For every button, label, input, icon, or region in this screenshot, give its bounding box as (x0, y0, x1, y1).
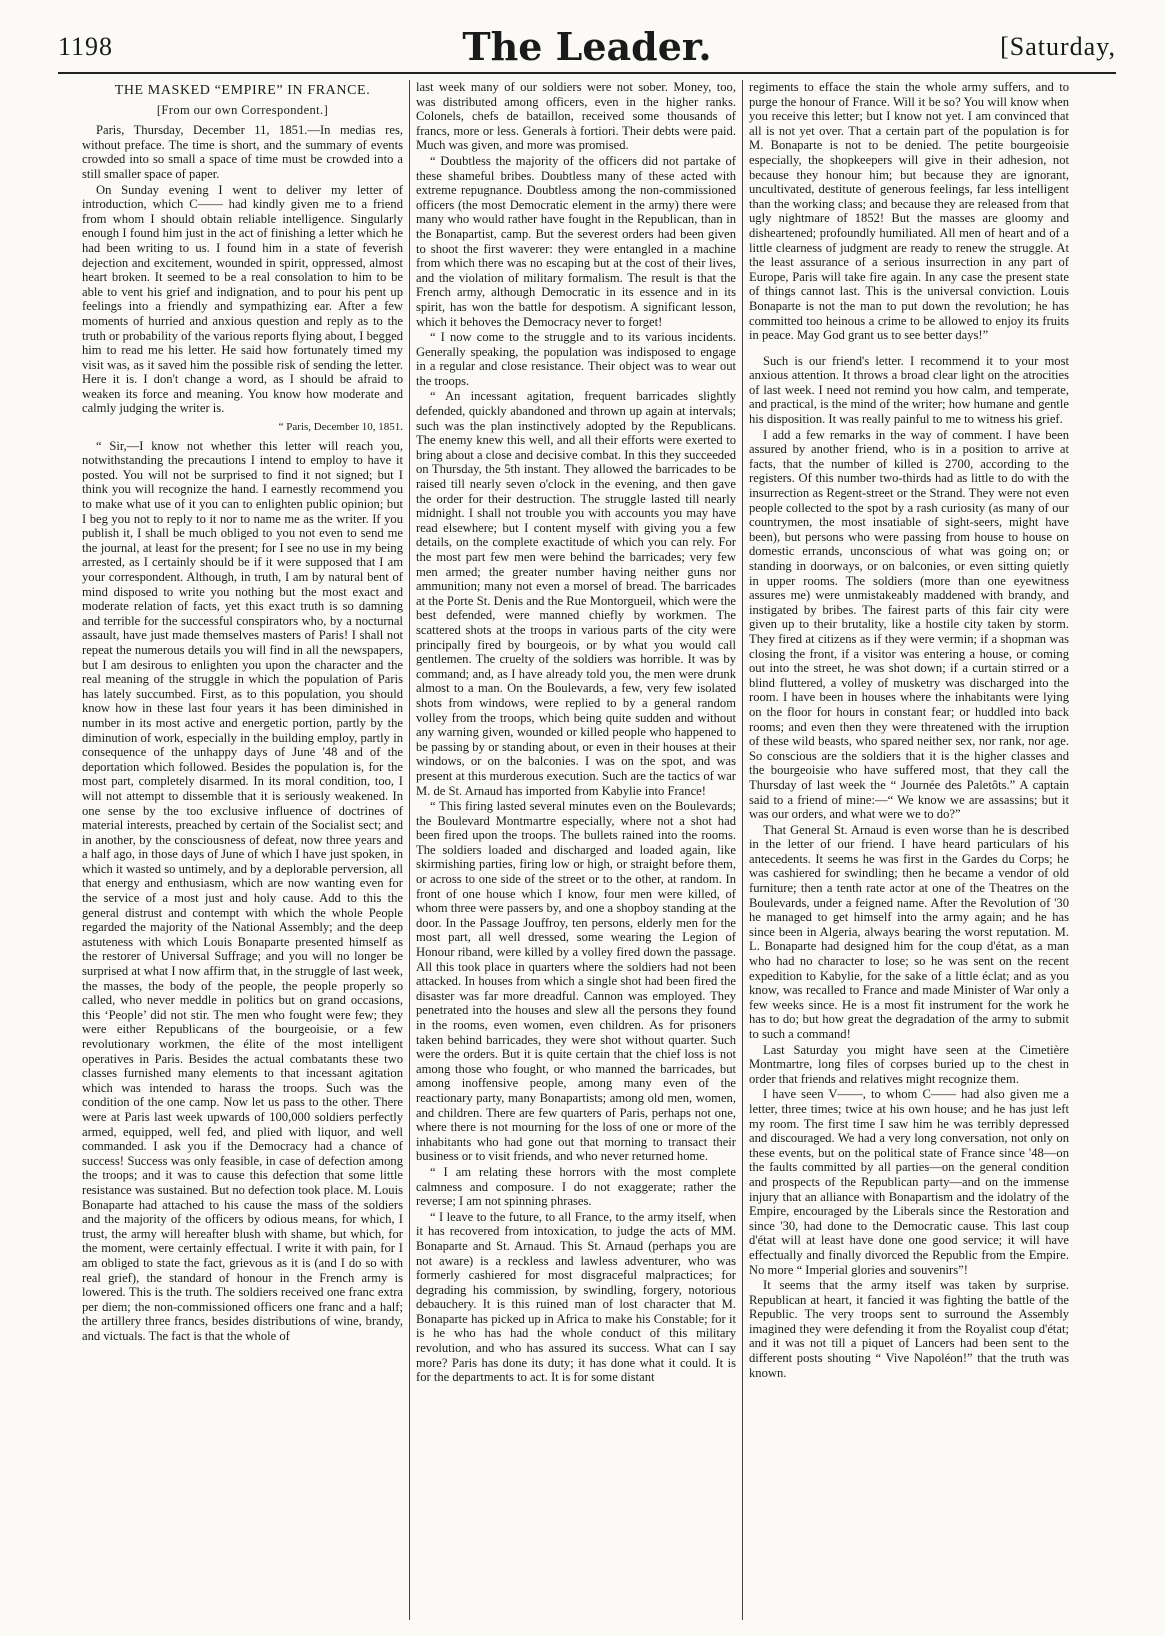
paragraph: That General St. Arnaud is even worse than he is described in the letter of our friend. I have heard particulars of his antecedents. It seems he was first in the Gardes du Corps; he was cashiered for swindling; then he became a vendor of old furniture; then a tenth rate actor at one of the Theatres on the Boulevards, under a feigned name. After the Revolution of '30 he managed to get himself into the army again; and he has since been in Algeria, always bearing the worst reputation. M. L. Bonaparte had designed him for the coup d'état, as a man who had no character to lose; so he was sent on the recent expedition to Kabylie, for the sake of a little éclat; and as you know, was recalled to France and made Minister of War only a few weeks since. He is a most fit instrument for the work he has to do; but how great the degradation of the army to submit to such a command! (749, 822, 1069, 1041)
section-gap (749, 344, 1069, 354)
article-headline: THE MASKED “EMPIRE” IN FRANCE. (114, 83, 371, 98)
issue-day: [Saturday, (1000, 32, 1116, 61)
paragraph: “ Sir,—I know not whether this letter will reach you, notwithstanding the precautions I intend to employ to have it posted. You will not be surprised to find it not signed; but I think you will recognize the hand. I earnestly recommend you to make what use of it you can to enlighten public opinion; but I beg you not to reply to it nor to name me as the writer. If you publish it, I shall be much obliged to you not even to send me the journal, at least for the present; for I see no use in my being arrested, as I certainly should be if it were supposed that I am your correspondent. Although, in truth, I am by natural bent of mind disposed to write you nothing but the most exact and moderate relation of facts, yet this exact truth is so damning and terrible for the successful conspirators who, by a nocturnal assault, have just made themselves masters of Paris! I shall not repeat the numerous details you will find in all the newspapers, but I am desirous to enlighten you upon the character and the real meaning of the struggle in which the population of Paris has lately succumbed. First, as to this population, you should know how in these last four years it has been diminished in number in its most active and energetic portion, partly by the diminution of work, especially in the building employ, partly in consequence of the unhappy days of June '48 and of the deportation which followed. Besides the population is, for the most part, completely disarmed. In its moral condition, too, I will not attempt to dissemble that it is seriously weakened. In one sense by the too exclusive influence of doctrines of material interests, preached by certain of the Socialist sect; and in another, by the consciousness of defeat, now three years and a half ago, in those days of June of which I have just spoken, in which it wasted so untimely, and by a deplorable perversion, all that energy and enthusiasm, which are now wanting even for the service of a most just and holy cause. Add to this the general distrust and contempt with which the whole People regarded the majority of the National Assembly; and the deep astuteness with which Louis Bonaparte presented himself as the restorer of Universal Suffrage; and you will no longer be surprised at what I now affirm that, in the struggle of last week, the masses, the body of the people, the people properly so called, who never meddle in politics but on grand occasions, this ‘People’ did not stir. The men who fought were few; they were either Republicans of the bourgeoisie, or a few revolutionary workmen, the élite of the most intelligent operatives in Paris. Besides the actual combatants these two classes furnished many elements to that incessant agitation which was intended to harass the troops. Such was the condition of the one camp. Now let us pass to the other. There were at Paris last week upwards of 100,000 soldiers perfectly armed, equipped, well fed, and plied with liquor, and well commanded. I ask you if the Democracy had a chance of success! Success was only feasible, in case of defection among the troops; and it was to cause this defection that some little resistance was sustained. But no defection took place. M. Louis Bonaparte had attached to his cause the mass of the soldiers and the majority of the officers by odious means, for which, I trust, the army will hereafter blush with shame, but which, for the moment, were certainly effectual. I write it with pain, for I am obliged to state the fact, grievous as it is (and I do so with real grief), the standard of honour in the French army is lowered. This is the truth. The soldiers received one franc extra per diem; the non-commissioned officers one franc and a half; the artillery three francs, besides distributions of wine, brandy, and victuals. The fact is that the whole of (82, 438, 403, 1343)
column-1 (76, 80, 409, 1620)
paragraph: I have seen V——, to whom C—— had also given me a letter, three times; twice at his own house; and he has just left my room. The first time I saw him he was terribly depressed and discouraged. We had a very long conversation, not only on these events, but on the political state of France since '48—on the faults committed by all parties—on the general condition and prospects of the Republican party—and on the immense injury that an alliance with Bonapartism and the idolatry of the Empire, encouraged by the Liberals since the Restoration and since '30, had done to the Democratic cause. This last coup d'état will at least have done one good service; it will have effectually and finally divorced the Republic from the Empire. No more “ Imperial glories and souvenirs”! (749, 1087, 1069, 1277)
paragraph: regiments to efface the stain the whole army suffers, and to purge the honour of France. Will it be so? You will know when you receive this letter; but I know not yet. I am convinced that all is not yet over. That a certain part of the population is for M. Bonaparte is not to be denied. The petite bourgeoisie especially, the shopkeepers will give in their adhesion, not because they honour him; but because they are ignorant, uncultivated, destitute of generous feelings, far less intelligent than the working class; and because they are released from that ugly nightmare of 1852! But the masses are gloomy and disheartened; profoundly humiliated. All men of heart and of a little clearness of judgment are ready to renew the struggle. At the least assurance of a serious insurrection in any part of Europe, Paris will take fire again. In any case the present state of things cannot last. This is the universal conviction. Louis Bonaparte is not the man to put down the revolution; he has committed too heinous a crime to be allowed to enjoy its fruits in peace. May God grant us to see better days!” (749, 80, 1069, 343)
paragraph: Last Saturday you might have seen at the Cimetière Montmartre, long files of corpses buried up to the chest in order that friends and relatives might recognize them. (749, 1042, 1069, 1086)
masthead (58, 20, 1116, 68)
paragraph: I add a few remarks in the way of comment. I have been assured by another friend, who is in a position to arrive at facts, that the number of killed is 2700, according to the registers. Of this number two-thirds had as little to do with the insurrection as Regent-street or the Strand. They were not even people collected to the spot by a rash curiosity (as many of our countrymen, the most insatiable of sight-seers, might have been), but persons who were passing from house to house on domestic errands, unconscious of what was going on; or standing in doorways, or on balconies, or even sitting quietly in upper rooms. The soldiers (more than one eyewitness assures me) were unmistakeably maddened with brandy, and instigated by bribes. The fairest parts of this fair city were given up to their brutality, like a hostile city taken by storm. They fired at citizens as if they were vermin; if a shopman was closing the front, if a visitor was entering a house, or coming out into the street, he was shot down; if a curtain stirred or a blind fluttered, a volley of musketry was discharged into the room. I have been in houses where the inhabitants were lying on the floor for hours in constant fear; or huddled into back rooms; and even then they were threatened with the irruption of these wild beasts, who spared neither sex, nor rank, nor age. So conscious are the soldiers that it is the higher classes and the bourgeoisie who have suffered most, that they call the Thursday of last week the “ Journée des Paletôts.” A captain said to a friend of mine:—“ We know we are assassins; but it was our orders, and what were we to do?” (749, 427, 1069, 822)
paragraph: “ I now come to the struggle and to its various incidents. Generally speaking, the population was indisposed to engage in a regular and close resistance. Their object was to wear out the troops. (416, 330, 736, 388)
paragraph: Paris, Thursday, December 11, 1851.—In medias res, without preface. The time is short, and the summary of events crowded into so small a space of time must be crowded into a still smaller space of paper. (82, 123, 403, 181)
paragraph: “ I am relating these horrors with the most complete calmness and composure. I do not exaggerate; rather the reverse; I am not spinning phrases. (416, 1164, 736, 1209)
paragraph: “ I leave to the future, to all France, to the army itself, when it has recovered from intoxication, to judge the acts of MM. Bonaparte and St. Arnaud. This St. Arnaud (perhaps you are not aware) is a reckless and lawless adventurer, who was formerly cashiered for most disgraceful malpractices; for degrading his commission, by swindling, forgery, notorious debauchery. It is this ruined man of lost character that M. Bonaparte has picked up in Africa to make his Constable; for it is he who has had the whole conduct of this military revolution, and who has assured its success. What can I say more? Paris has done its duty; it has done what it could. It is for the departments to act. It is for some distant (416, 1209, 736, 1385)
paragraph: last week many of our soldiers were not sober. Money, too, was distributed among officers, even in the higher ranks. Colonels, chefs de bataillon, received some thousands of francs, more or less. Generals à fortiori. Their debts were paid. Much was given, and more was promised. (416, 80, 736, 153)
paragraph: Such is our friend's letter. I recommend it to your most anxious attention. It throws a broad clear light on the atrocities of last week. I need not remind you how calm, and temperate, and practical, is the mind of the writer; how humane and gentle his disposition. It was really painful to me to witness his grief. (749, 353, 1069, 427)
paragraph: “ This firing lasted several minutes even on the Boulevards; the Boulevard Montmartre especially, where not a shot had been fired upon the troops. The bullets rained into the rooms. The soldiers loaded and discharged and loaded again, like skirmishing parties, firing low or high, or straight before them, or across to one side of the street or to the other, at random. In front of one house which I know, four men were killed, of whom three were passers by, and one a shopboy standing at the door. In the Passage Jouffroy, ten persons, elderly men for the most part, all well dressed, some wearing the Legion of Honour riband, were killed by a volley fired down the passage. All this took place in quarters where the soldiers had not been attacked. In houses from which a single shot had been fired the disaster was far more dreadful. Cannon was employed. They penetrated into the houses and slew all the persons they found in the rooms, even women, even children. As for prisoners taken behind barricades, they were shot without quarter. Such were the orders. But it is quite certain that the chief loss is not among those who fought, or who manned the barricades, but among inoffensive people, among many even of the reactionary party, many Bonapartists; among old men, women, and children. There are few quarters of Paris, perhaps not one, where there is not mourning for the loss of one or more of the inhabitants who had gone out that morning to transact their business or to visit friends, and who never returned home. (416, 799, 736, 1164)
column-3 (742, 80, 1075, 1620)
paragraph: It seems that the army itself was taken by surprise. Republican at heart, it fancied it was fighting the battle of the Republic. The very troops sent to surround the Assembly imagined they were defending it from the Royalist coup d'état; and it was not till a piquet of Lancers had been sent to the different posts shouting “ Vive Napoléon!” that the truth was known. (749, 1278, 1069, 1380)
page-number: 1198 (58, 32, 114, 61)
paragraph: “ Doubtless the majority of the officers did not partake of these shameful bribes. Doubtless many of these acted with extreme repugnance. Doubtless among the non-commissioned officers (the most Democratic element in the army) there were many who would rather have fought in the Republican, than in the Bonapartist, camp. But the severest orders had been given to shoot the first waverer: they were entangled in a machine from which there was no escaping but at the cost of their lives, and the violation of military formalism. The result is that the French army, although Democratic in its essence and in its spirit, has won the battle for despotism. A significant lesson, which it behoves the Democracy never to forget! (416, 153, 736, 329)
paragraph: On Sunday evening I went to deliver my letter of introduction, which C—— had kindly given me to a friend from whom I should obtain reliable intelligence. Singularly enough I found him just in the act of finishing a letter which he had been writing to us. I found him in a state of feverish dejection and excitement, wounded in spirit, oppressed, almost heart broken. It seemed to be a real consolation to him to be able to vent his grief and indignation, and to pour his pent up feelings into a friendly and sympathizing ear. After a few moments of hurried and anxious question and reply as to the truth or probability of the various reports flying about, I begged him to read me his letter. He said how fortunately timed my visit was, as it saved him the possible risk of sending the letter. Here it is. I don't change a word, as I should be afraid to weaken its force and meaning. You know how moderate and calmly judging the writer is. (82, 182, 403, 416)
column-2 (409, 80, 742, 1620)
newspaper-title: The Leader. (462, 24, 712, 69)
article-byline: [From our own Correspondent.] (156, 102, 329, 117)
paragraph: “ An incessant agitation, frequent barricades slightly defended, quickly abandoned and thrown up again at intervals; such was the plan instinctively adopted by the Republicans. The enemy knew this well, and all their efforts were exerted to bring about a close and decisive combat. In this they succeeded on Thursday, the 5th instant. They allowed the barricades to be raised till nearly seven o'clock in the evening, and then gave the order for their destruction. The struggle lasted till nearly midnight. I shall not trouble you with accounts you may have read elsewhere; but I content myself with giving you a few details, on the complete exactitude of which you can rely. For the most part few men were behind the barricades; very few men armed; the greater number having neither guns nor ammunition; many not even a morsel of bread. The barricades at the Porte St. Denis and the Rue Montorgueil, which were the best defended, were manned chiefly by workmen. The scattered shots at the troops in various parts of the city were principally fired by bourgeois, or by what you would call gentlemen. The cruelty of the soldiers was horrible. It was by command; and, as I have already told you, the men were drunk almost to a man. On the Boulevards, a few, very few isolated shots from windows, were replied to by a general random volley from the troops, which being quite sudden and without any warning given, wounded or killed people who happened to be passing by or standing about, or even in their houses at their windows, or on the balconies. I was on the spot, and was present at this murderous execution. Such are the tactics of war M. de St. Arnaud has imported from Kabylie into France! (416, 389, 736, 798)
letter-dateline: “ Paris, December 10, 1851. (278, 421, 403, 434)
masthead-rule (58, 72, 1116, 74)
article-columns (76, 80, 1092, 1620)
